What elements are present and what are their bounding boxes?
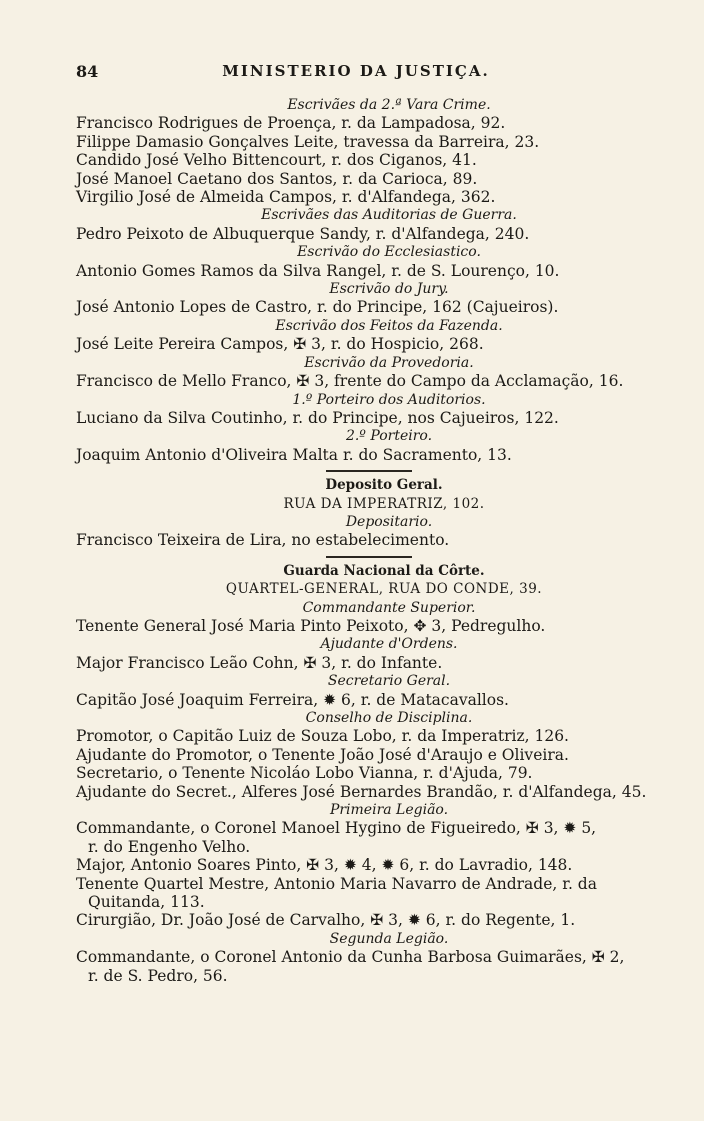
entry-line: Commandante, o Coronel Manoel Hygino de Figueiredo, ✠ 3, ✹ 5, (76, 819, 597, 838)
section-heading: Escrivão do Ecclesiastico. (297, 244, 481, 261)
section-heading: Depositario. (345, 513, 433, 530)
entry-line: Major, Antonio Soares Pinto, ✠ 3, ✹ 4, ✹ 6, r. do Lavradio, 148. (76, 856, 573, 875)
section-heading: Conselho de Disciplina. (305, 710, 473, 726)
section-heading: 2.º Porteiro. (345, 428, 433, 445)
entry-continuation: Quitanda, 113. (88, 893, 205, 912)
entry-line: Promotor, o Capitão Luiz de Souza Lobo, r. da Imperatriz, 126. (76, 727, 569, 746)
section-heading: Escrivães das Auditorias de Guerra. (261, 207, 517, 224)
section-address: RUA DA IMPERATRIZ, 102. (283, 495, 485, 512)
section-address: QUARTEL-GENERAL, RUA DO CONDE, 39. (225, 581, 543, 598)
section-heading: Commandante Superior. (302, 599, 476, 616)
page-number: 84 (76, 62, 99, 81)
running-head: MINISTERIO DA JUSTIÇA. (222, 62, 490, 80)
entry-line: Francisco Teixeira de Lira, no estabelecimento. (76, 531, 450, 550)
entry-line: Candido José Velho Bittencourt, r. dos Ciganos, 41. (76, 151, 477, 170)
entry-line: Luciano da Silva Coutinho, r. do Principe, nos Cajueiros, 122. (76, 408, 559, 427)
entry-line: José Manoel Caetano dos Santos, r. da Carioca, 89. (76, 169, 478, 188)
section-title: Deposito Geral. (325, 477, 443, 494)
section-heading: Ajudante d'Ordens. (320, 636, 458, 653)
section-heading: Segunda Legião. (329, 930, 449, 947)
entry-line: Pedro Peixoto de Albuquerque Sandy, r. d'Alfandega, 240. (76, 224, 530, 243)
section-heading: 1.º Porteiro dos Auditorios. (292, 391, 486, 408)
entry-line: Secretario, o Tenente Nicoláo Lobo Vianna, r. d'Ajuda, 79. (76, 764, 533, 783)
page-body (74, 96, 647, 985)
entry-line: Virgilio José de Almeida Campos, r. d'Alfandega, 362. (76, 188, 496, 207)
entry-line: José Leite Pereira Campos, ✠ 3, r. do Hospicio, 268. (76, 335, 484, 354)
entry-line: José Antonio Lopes de Castro, r. do Principe, 162 (Cajueiros). (76, 298, 559, 317)
entry-line: Major Francisco Leão Cohn, ✠ 3, r. do Infante. (76, 653, 443, 672)
entry-line: Tenente General José Maria Pinto Peixoto, ✥ 3, Pedregulho. (76, 616, 546, 635)
section-heading: Secretario Geral. (327, 673, 451, 690)
section-heading: Escrivão dos Feitos da Fazenda. (275, 317, 503, 334)
entry-line: Francisco de Mello Franco, ✠ 3, frente do Campo da Acclamação, 16. (76, 372, 624, 391)
section-heading: Escrivão da Provedoria. (304, 354, 474, 371)
entry-line: Ajudante do Promotor, o Tenente João José d'Araujo e Oliveira. (76, 745, 569, 764)
entry-line: Capitão José Joaquim Ferreira, ✹ 6, r. de Matacavallos. (76, 690, 509, 709)
entry-line: Filippe Damasio Gonçalves Leite, travessa da Barreira, 23. (76, 132, 540, 151)
section-divider (326, 556, 412, 558)
entry-line: Cirurgião, Dr. João José de Carvalho, ✠ 3, ✹ 6, r. do Regente, 1. (76, 911, 576, 930)
section-heading: Escrivão do Jury. (329, 281, 449, 298)
entry-line: Francisco Rodrigues de Proença, r. da Lampadosa, 92. (76, 114, 506, 133)
entry-line: Joaquim Antonio d'Oliveira Malta r. do Sacramento, 13. (76, 445, 512, 464)
section-heading: Escrivães da 2.ª Vara Crime. (287, 97, 491, 113)
entry-line: Antonio Gomes Ramos da Silva Rangel, r. de S. Lourenço, 10. (76, 261, 560, 280)
section-title: Guarda Nacional da Côrte. (283, 562, 485, 579)
entry-line: Ajudante do Secret., Alferes José Bernardes Brandão, r. d'Alfandega, 45. (76, 782, 647, 801)
section-divider (326, 470, 412, 472)
page-header (76, 62, 636, 86)
entry-continuation: r. de S. Pedro, 56. (88, 966, 228, 985)
entry-line: Tenente Quartel Mestre, Antonio Maria Navarro de Andrade, r. da (76, 874, 597, 893)
entry-continuation: r. do Engenho Velho. (88, 837, 251, 856)
section-heading: Primeira Legião. (329, 802, 449, 819)
entry-line: Commandante, o Coronel Antonio da Cunha Barbosa Guimarães, ✠ 2, (76, 948, 625, 967)
